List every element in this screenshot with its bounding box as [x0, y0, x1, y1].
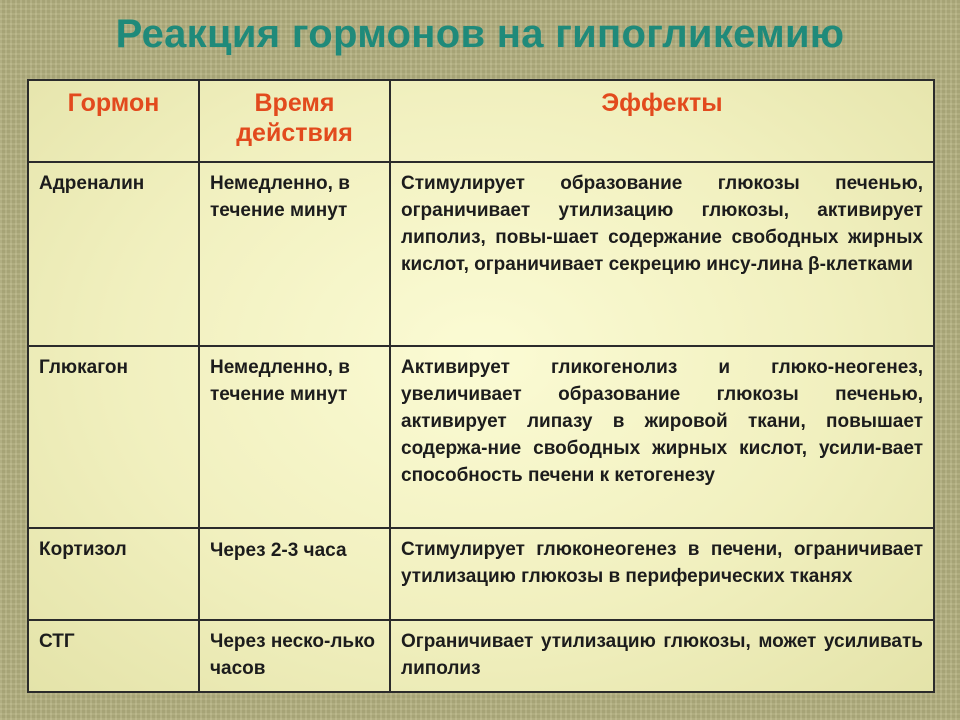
- page-title: Реакция гормонов на гипогликемию: [115, 12, 845, 56]
- table-header-row: [28, 80, 934, 162]
- cell-effects: Стимулирует образование глюкозы печенью, ограничивает утилизацию глюкозы, активирует липолиз, повы-шает содержание свободных жирных кислот, ограничивает секрецию инсу-лина β-клетками: [390, 162, 934, 346]
- header-hormone: Гормон: [28, 80, 199, 162]
- header-time: Время действия: [199, 80, 390, 162]
- table-row: [28, 346, 934, 528]
- hormones-table: [27, 79, 935, 693]
- table-row: [28, 620, 934, 692]
- cell-effects: Ограничивает утилизацию глюкозы, может усиливать липолиз: [390, 620, 934, 692]
- cell-effects: Стимулирует глюконеогенез в печени, ограничивает утилизацию глюкозы в периферических тканях: [390, 528, 934, 620]
- cell-hormone: Адреналин: [28, 162, 199, 346]
- cell-time: Через 2-3 часа: [199, 528, 390, 620]
- table-row: [28, 528, 934, 620]
- cell-time: Немедленно, в течение минут: [199, 346, 390, 528]
- header-effects: Эффекты: [390, 80, 934, 162]
- cell-time: Немедленно, в течение минут: [199, 162, 390, 346]
- cell-hormone: СТГ: [28, 620, 199, 692]
- cell-effects: Активирует гликогенолиз и глюко-неогенез, увеличивает образование глюкозы печенью, активирует липазу в жировой ткани, повышает содержа-ние свободных жирных кислот, усили-вает способность печени к кетогенезу: [390, 346, 934, 528]
- table-row: [28, 162, 934, 346]
- cell-hormone: Глюкагон: [28, 346, 199, 528]
- cell-hormone: Кортизол: [28, 528, 199, 620]
- cell-time: Через неско-лько часов: [199, 620, 390, 692]
